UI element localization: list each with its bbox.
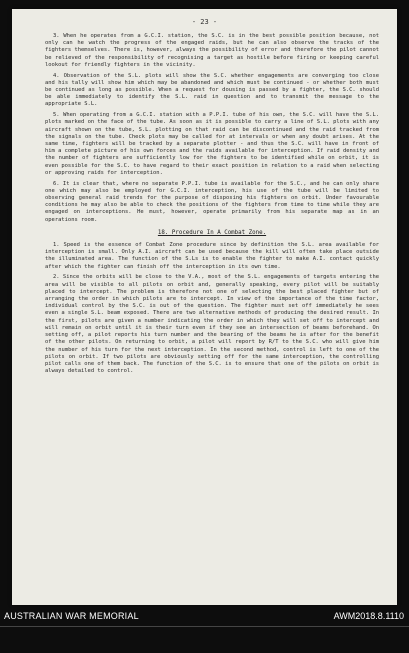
document-body xyxy=(45,33,379,379)
archive-footer xyxy=(0,611,409,625)
paragraph-18-1: 1. Speed is the essence of Combat Zone procedure since by definition the S.L. area available for interception is small. Only A.I. aircraft can be used because the kill will often take place outside the illuminated area. The function of the S.Ls is to enable the fighter to make A.I. contact quickly after which the fighter can finish off the interception in its own time. xyxy=(45,242,379,270)
paragraph-4: 4. Observation of the S.L. plots will show the S.C. whether engagements are converging too close and his tally will show him which may be abandoned and which must be continued - or whether both must be continued as long as possible. When a request for dousing is passed by a fighter, the S.C. should be able immediately to identify the S.L. raid in question and to transmit the message to the appropriate S.L. xyxy=(45,72,379,108)
paragraph-3: 3. When he operates from a G.C.I. station, the S.C. is in the best possible position because, not only can he watch the progress of the engaged raids, but he can also observe the tracks of the fighters themselves. There is, however, always the possibility of error and therefore the pilot cannot be relieved of the responsibility of recognising a target as hostile before firing or keeping careful lookout for friendly fighters in the vicinity. xyxy=(45,33,379,68)
archive-reference: AWM2018.8.1110 xyxy=(333,611,404,621)
document-page xyxy=(12,9,397,605)
page-number: - 23 - xyxy=(191,18,218,26)
paragraph-5: 5. When operating from a G.C.I. station with a P.P.I. tube of his own, the S.C. will have the S.L. plots marked on the face of the tube. As soon as it is possible to carry a line of S.L. plots with any aircraft shown on the tube, S.L. plotting on that raid can be discontinued and the raid tracked from the signals on the tube. Check plots may be called for at intervals or when any doubt arises. At the same time, fighters will be tracked by a separate plotter - and thus the S.C. will have in front of him a complete picture of his own forces and the raids available for interception. If raid density and the number of fighters are sufficiently low for the fighters to be identified while on orbit, it is even possible for the S.C. to have regard to their exact position in relation to a raid when selecting or approving raids for interception. xyxy=(45,112,379,176)
archive-name: AUSTRALIAN WAR MEMORIAL xyxy=(4,611,139,621)
section-heading: 18. Procedure In A Combat Zone. xyxy=(157,229,267,236)
footer-divider xyxy=(0,626,409,627)
paragraph-6: 6. It is clear that, where no separate P.P.I. tube is available for the S.C., and he can only share one which may also be employed for G.C.I. interception, his use of the tube will be limited to observing general raid trends for the purpose of disposing his fighters on orbit. Under favourable conditions he may also be able to check the positions of the fighters from time to time while they are engaged on interceptions. He must, however, operate primarily from his separate map as in an operations room. xyxy=(45,180,379,223)
paragraph-18-2: 2. Since the orbits will be close to the V.A., most of the S.L. engagements of targets entering the area will be visible to all pilots on orbit and, generally speaking, every pilot will be suitably placed to intercept. The problem is therefore not one of selecting the best placed fighter but of arranging the order in which pilots are to intercept. In view of the importance of the time factor, individual control by the S.C. is out of the question. The fighter must set off immediately he sees even a single S.L. beam exposed. There are two alternative methods of producing the desired result. In the first, pilots are given a number indicating the order in which they will set off to intercept and will remain on orbit until it is their turn even if they see an intersection of beams beforehand. On setting off, a pilot reports his turn number and the bearing of the beams he is after for the benefit of the other pilots. On returning to orbit, a pilot will report by R/T to the S.C. who will give him the number of his turn for the next interception. In the second method, control is left to one of the pilots on orbit. If two pilots are obviously setting off for the same interception, the controlling pilot calls one of them back. The function of the S.C. is to ensure that one of the pilots on orbit is always detailed to control. xyxy=(45,274,379,375)
